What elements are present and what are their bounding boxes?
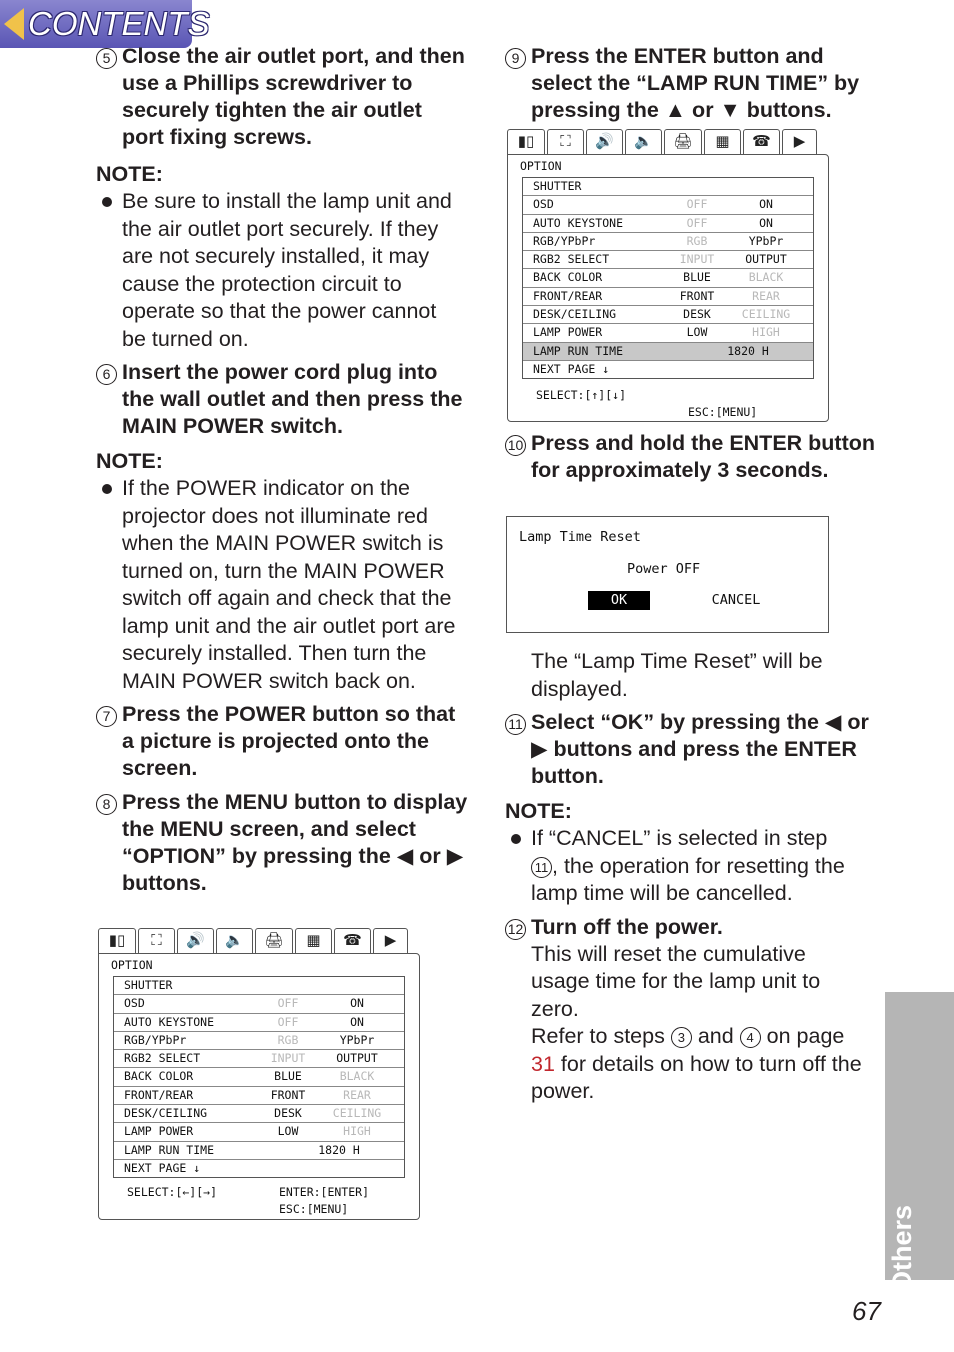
dialog-message: Power OFF	[627, 561, 701, 577]
lamp-time-reset-dialog	[506, 516, 829, 633]
step-10	[505, 430, 875, 484]
menu-row[interactable]	[114, 995, 404, 1013]
menu-row-label: RGB2 SELECT	[533, 252, 610, 267]
option-menu-screen-right	[507, 129, 829, 422]
menu-row-label: NEXT PAGE ↓	[124, 1160, 201, 1175]
menu-option-a[interactable]: DESK	[274, 1106, 302, 1121]
menu-row-label: RGB/YPbPr	[124, 1032, 187, 1047]
bullet-icon	[96, 475, 122, 695]
others-side-tab[interactable]	[885, 992, 954, 1292]
note-heading: NOTE:	[96, 162, 163, 186]
audio-icon[interactable]: 🔊	[586, 129, 623, 155]
menu-row[interactable]	[523, 361, 813, 378]
dialog-title: Lamp Time Reset	[519, 529, 641, 545]
menu-row-label: DESK/CEILING	[124, 1106, 208, 1121]
note-text	[531, 825, 870, 908]
menu-option-a[interactable]: INPUT	[679, 252, 715, 267]
menu-row[interactable]	[114, 1142, 404, 1160]
menu-row[interactable]	[523, 251, 813, 269]
menu-row[interactable]	[114, 1123, 404, 1141]
menu-option-a[interactable]: FRONT	[679, 288, 715, 303]
menu-row[interactable]	[523, 196, 813, 214]
final-text-and: and	[697, 1024, 734, 1048]
menu-option-a[interactable]: OFF	[277, 1014, 299, 1029]
step-8-number: 8	[96, 794, 117, 815]
option-menu-screen-left	[98, 928, 420, 1220]
menu-option-b[interactable]: ON	[759, 215, 773, 230]
screen-icon[interactable]: ▮▯	[507, 129, 545, 155]
menu-row[interactable]	[114, 1032, 404, 1050]
menu-row[interactable]	[523, 288, 813, 306]
menu-icon-bar	[507, 129, 829, 155]
step-ref: 4	[740, 1027, 761, 1048]
color-icon[interactable]: ▦	[704, 129, 741, 155]
final-text-2c: for details on how to turn off the power.	[531, 1051, 862, 1103]
menu-option-a[interactable]: LOW	[277, 1124, 299, 1139]
audio-icon[interactable]: 🔊	[177, 928, 214, 954]
menu-row-value: 1820 H	[727, 343, 769, 358]
step-5-text: Close the air outlet port, and then use a Phillips screwdriver to securely tighten the air outlet port fixing screws.	[122, 44, 465, 149]
step-5	[96, 43, 468, 151]
menu-row-label: LAMP POWER	[533, 325, 603, 340]
bullet-icon	[96, 188, 122, 353]
step-6	[96, 359, 468, 440]
menu-row-label: LAMP POWER	[124, 1124, 194, 1139]
step-11-number: 11	[505, 714, 526, 735]
menu-option-a[interactable]: OFF	[277, 996, 299, 1011]
menu-option-a[interactable]: RGB	[277, 1032, 299, 1047]
menu-option-a[interactable]: OFF	[686, 197, 708, 212]
menu-row-label: BACK COLOR	[533, 270, 603, 285]
menu-row[interactable]	[114, 1105, 404, 1123]
color-icon[interactable]: ▦	[295, 928, 332, 954]
menu-row-label: RGB/YPbPr	[533, 233, 596, 248]
ok-button[interactable]: OK	[588, 591, 650, 610]
menu-row[interactable]	[114, 977, 404, 995]
menu-title: OPTION	[111, 958, 153, 972]
menu-option-a[interactable]: OFF	[686, 215, 708, 230]
play-icon[interactable]: ▶	[373, 928, 408, 954]
menu-row-label: RGB2 SELECT	[124, 1051, 201, 1066]
contents-label: CONTENTS	[28, 5, 210, 42]
step-12	[505, 914, 870, 941]
menu-row-label: FRONT/REAR	[533, 288, 603, 303]
menu-option-b[interactable]: CEILING	[741, 307, 791, 322]
step-8-text: Press the MENU button to display the MENU screen, and select “OPTION” by pressing the ◀ or ▶ buttons.	[122, 790, 468, 895]
note-text: If the POWER indicator on the projector does not illuminate red when the MAIN POWER switch is turned on, turn the MAIN POWER switch off again and check that the lamp unit and the air outlet port are securely installed. Then turn the MAIN POWER switch back on.	[122, 476, 456, 693]
menu-option-b[interactable]: YPbPr	[748, 233, 784, 248]
menu-row[interactable]	[114, 1160, 404, 1177]
network-icon[interactable]: ☎	[743, 129, 780, 155]
menu-table	[522, 177, 814, 379]
back-arrow-icon	[4, 8, 24, 40]
side-tab-label: Others	[887, 1204, 917, 1292]
menu-title: OPTION	[520, 159, 562, 173]
menu-row[interactable]	[523, 324, 813, 342]
note-heading: NOTE:	[96, 449, 163, 473]
menu-row[interactable]	[523, 178, 813, 196]
menu-table	[113, 976, 405, 1178]
final-text-2b: on page	[766, 1024, 845, 1048]
menu-row[interactable]	[114, 1068, 404, 1086]
cancel-button[interactable]: CANCEL	[711, 592, 761, 608]
menu-option-b[interactable]: YPbPr	[339, 1032, 375, 1047]
step-9-text: Press the ENTER button and select the “LAMP RUN TIME” by pressing the ▲ or ▼ buttons.	[531, 44, 860, 122]
play-icon[interactable]: ▶	[782, 129, 817, 155]
menu-footer-enter: ENTER:[ENTER]	[279, 1185, 370, 1199]
final-text-1: This will reset the cumulative usage time for the lamp unit to zero.	[531, 941, 821, 1021]
menu-row-label: LAMP RUN TIME	[124, 1142, 215, 1157]
menu-option-a[interactable]: RGB	[686, 233, 708, 248]
step-8	[96, 789, 468, 897]
menu-row[interactable]	[523, 233, 813, 251]
bullet-icon	[505, 825, 531, 908]
menu-row[interactable]	[523, 269, 813, 287]
menu-row[interactable]	[114, 1014, 404, 1032]
note-bullet	[505, 825, 870, 908]
menu-icon-bar	[98, 928, 420, 954]
menu-option-a[interactable]: LOW	[686, 325, 708, 340]
network-icon[interactable]: ☎	[334, 928, 371, 954]
menu-option-b[interactable]: CEILING	[332, 1106, 382, 1121]
menu-option-a[interactable]: BLUE	[274, 1069, 302, 1084]
menu-option-b[interactable]: OUTPUT	[336, 1051, 378, 1066]
menu-row-label: FRONT/REAR	[124, 1087, 194, 1102]
step-11	[505, 709, 870, 790]
menu-option-b[interactable]: BLACK	[748, 270, 784, 285]
menu-row-label: AUTO KEYSTONE	[124, 1014, 215, 1029]
menu-option-b[interactable]: HIGH	[343, 1124, 371, 1139]
step-12-text: Turn off the power.	[531, 914, 723, 939]
step-7-text: Press the POWER button so that a picture is projected onto the screen.	[122, 702, 456, 780]
page-number: 67	[852, 1296, 881, 1326]
menu-row[interactable]	[114, 1050, 404, 1068]
menu-option-b[interactable]: ON	[350, 996, 364, 1011]
note-heading: NOTE:	[505, 799, 572, 823]
note-bullet	[96, 188, 468, 353]
menu-footer-esc: ESC:[MENU]	[688, 405, 758, 419]
note-bullet	[96, 475, 468, 695]
menu-row[interactable]	[523, 306, 813, 324]
menu-option-b[interactable]: OUTPUT	[745, 252, 787, 267]
step-ref: 3	[671, 1027, 692, 1048]
step-5-number: 5	[96, 48, 117, 69]
menu-row-label: DESK/CEILING	[533, 307, 617, 322]
step-9	[505, 43, 875, 124]
speaker-icon[interactable]: 🔈	[625, 129, 662, 155]
note-text-pre: If “CANCEL” is selected in step	[531, 826, 828, 850]
menu-row-label: OSD	[124, 996, 145, 1011]
menu-option-a[interactable]: DESK	[683, 307, 711, 322]
image-icon[interactable]: ⛶	[138, 928, 175, 954]
option-icon[interactable]: 🖨	[664, 129, 702, 155]
speaker-icon[interactable]: 🔈	[216, 928, 253, 954]
step-6-number: 6	[96, 364, 117, 385]
menu-footer-select: SELECT:[←][→]	[127, 1185, 218, 1199]
step-6-text: Insert the power cord plug into the wall outlet and then press the MAIN POWER switch.	[122, 360, 463, 438]
menu-option-a[interactable]: BLUE	[683, 270, 711, 285]
menu-panel	[507, 154, 829, 422]
final-text-2	[505, 1023, 866, 1106]
step-7	[96, 701, 468, 782]
step-10-number: 10	[505, 435, 526, 456]
step-12-number: 12	[505, 919, 526, 940]
step-7-number: 7	[96, 706, 117, 727]
menu-row[interactable]	[114, 1087, 404, 1105]
menu-option-a[interactable]: FRONT	[270, 1087, 306, 1102]
step-11-text: Select “OK” by pressing the ◀ or ▶ buttons and press the ENTER button.	[531, 710, 869, 788]
menu-row-label: BACK COLOR	[124, 1069, 194, 1084]
left-column	[96, 43, 468, 897]
menu-option-b[interactable]: HIGH	[752, 325, 780, 340]
step-9-number: 9	[505, 48, 526, 69]
menu-option-a[interactable]: INPUT	[270, 1051, 306, 1066]
reset-displayed-text: The “Lamp Time Reset” will be displayed.	[531, 649, 823, 701]
page-link[interactable]: 31	[531, 1051, 555, 1076]
menu-option-b[interactable]: ON	[350, 1014, 364, 1029]
menu-row-label: SHUTTER	[124, 978, 173, 992]
menu-option-b[interactable]: BLACK	[339, 1069, 375, 1084]
option-icon[interactable]: 🖨	[255, 928, 293, 954]
menu-footer-select: SELECT:[↑][↓]	[536, 388, 627, 402]
menu-row-label: OSD	[533, 197, 554, 212]
step-ref: 11	[531, 857, 552, 878]
menu-row-label: LAMP RUN TIME	[533, 343, 624, 358]
menu-row[interactable]	[523, 343, 813, 361]
image-icon[interactable]: ⛶	[547, 129, 584, 155]
menu-option-b[interactable]: REAR	[752, 288, 780, 303]
note-text: Be sure to install the lamp unit and the air outlet port securely. If they are not securely installed, it may cause the protection circuit to operate so that the power cannot be turned on.	[122, 189, 452, 351]
menu-footer-esc: ESC:[MENU]	[279, 1202, 349, 1216]
menu-row-label: NEXT PAGE ↓	[533, 361, 610, 376]
right-column-lower	[505, 648, 870, 1106]
final-text-2a: Refer to steps	[531, 1024, 665, 1048]
screen-icon[interactable]: ▮▯	[98, 928, 136, 954]
menu-row[interactable]	[523, 215, 813, 233]
menu-option-b[interactable]: REAR	[343, 1087, 371, 1102]
menu-row-label: AUTO KEYSTONE	[533, 215, 624, 230]
note-text-post: , the operation for resetting the lamp time will be cancelled.	[531, 853, 845, 905]
menu-row-label: SHUTTER	[533, 179, 582, 193]
menu-option-b[interactable]: ON	[759, 197, 773, 212]
menu-panel	[98, 953, 420, 1220]
contents-button[interactable]	[0, 0, 210, 48]
step-10-text: Press and hold the ENTER button for approximately 3 seconds.	[531, 431, 876, 482]
menu-row-value: 1820 H	[318, 1142, 360, 1157]
